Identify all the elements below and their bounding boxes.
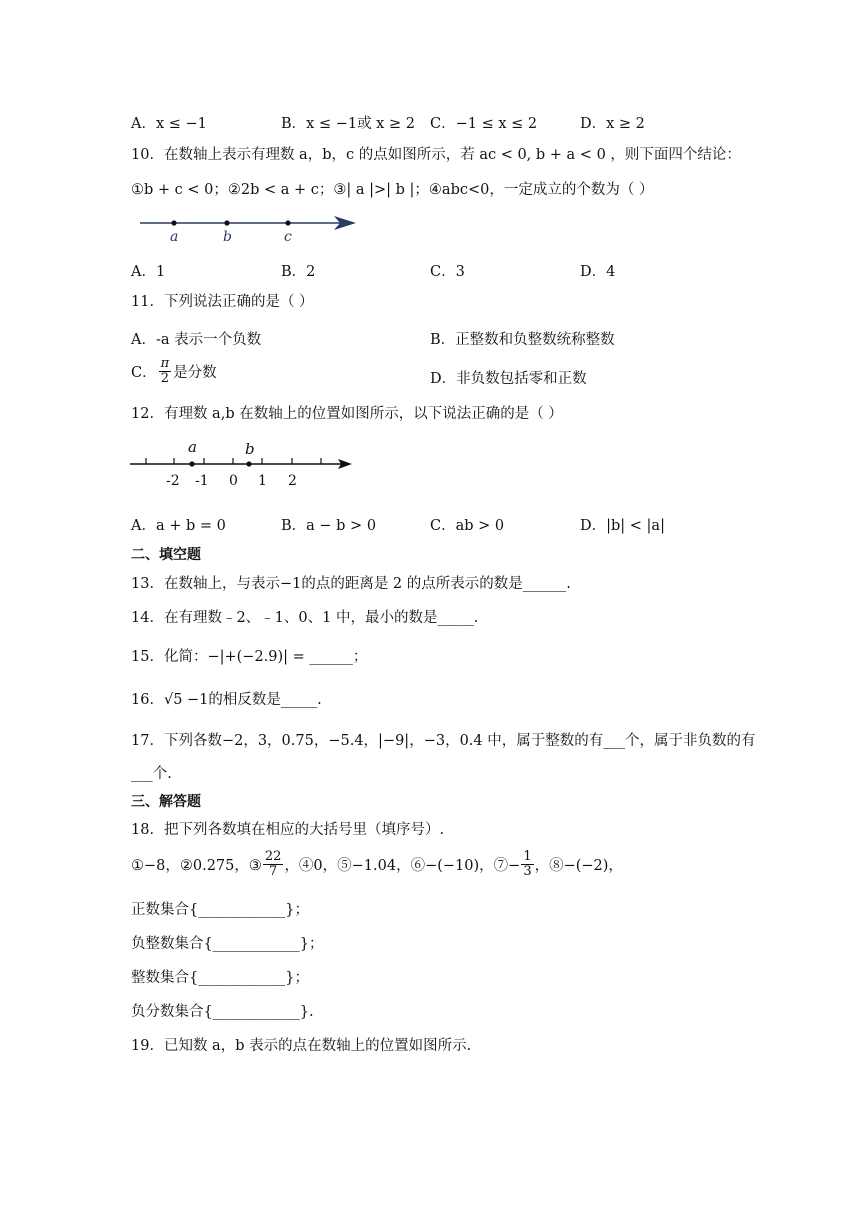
q12-stem: 12．有理数 a,b 在数轴上的位置如图所示，以下说法正确的是（ ） [131,406,563,422]
q14: 14．在有理数﹣2、﹣1、0、1 中，最小的数是_____. [131,610,479,626]
q10-point-b [224,220,229,225]
q10-option-a: A．1 [131,264,166,280]
q11-stem: 11．下列说法正确的是（ ） [131,294,314,310]
q11-option-d: D．非负数包括零和正数 [430,371,587,387]
q10-label-b: b [223,229,232,245]
q11-option-a: A．-a 表示一个负数 [131,332,262,348]
q11-option-c-suffix: 是分数 [173,364,217,381]
q18-negative-integer-set: 负整数集合{____________}； [131,936,324,952]
q12-tick-label: 1 [258,473,267,489]
q12-label-a: a [188,438,197,456]
q11-option-c-prefix: C． [131,364,157,381]
q10-option-c: C．3 [430,264,465,280]
q12-option-a: A．a + b = 0 [131,518,226,534]
q17-line2: ___个. [131,766,172,782]
q12-point-a [189,461,194,466]
q10-point-a [171,220,176,225]
q18-integer-set: 整数集合{____________}； [131,970,309,986]
q11-option-c [131,357,217,385]
q12-tick-label: -2 [166,473,180,489]
q9-option-c: C．−1 ≤ x ≤ 2 [430,116,538,132]
section-fill-in-blank-heading: 二、填空题 [131,547,201,563]
q18-stem: 18．把下列各数填在相应的大括号里（填序号）. [131,822,445,838]
fraction-denominator: 2 [160,370,170,386]
q12-option-c: C．ab > 0 [430,518,505,534]
q18-numbers-part3: ，⑧−(−2)， [534,858,623,875]
q15: 15．化简：−|+(−2.9)| = ______； [131,649,368,665]
q12-tick-label: 0 [229,473,238,489]
q10-option-b: B．2 [281,264,316,280]
fraction-denominator: 7 [269,864,278,880]
q10-point-c [285,220,290,225]
q18-numbers-part1: ①−8，②0.275，③ [131,858,262,875]
fraction-numerator: π [160,356,170,371]
q12-label-b: b [245,440,255,458]
pi-over-2-fraction [159,357,172,385]
q13: 13．在数轴上，与表示−1的点的距离是 2 的点所表示的数是______. [131,576,571,592]
q9-option-b: B．x ≤ −1或 x ≥ 2 [281,116,415,132]
q12-number-line [126,436,358,492]
fraction-22-over-7 [263,850,284,880]
q12-tick-label: 2 [288,473,297,489]
fraction-denominator: 3 [523,864,532,880]
q10-option-d: D．4 [580,264,616,280]
q12-option-b: B．a − b > 0 [281,518,377,534]
q19-stem: 19．已知数 a，b 表示的点在数轴上的位置如图所示. [131,1038,472,1054]
q10-number-line [130,210,370,250]
q17-line1: 17．下列各数−2，3，0.75，−5.4，|−9|，−3，0.4 中，属于整数的有___个，属于非负数的有 [131,733,756,749]
section-answer-heading: 三、解答题 [131,794,201,810]
q10-label-a: a [170,229,179,245]
fraction-numerator: 1 [523,849,532,864]
q18-numbers-list [131,850,623,880]
fraction-numerator: 22 [264,849,282,864]
q12-tick-label: -1 [195,473,209,489]
q18-numbers-part2: ，④0，⑤−1.04，⑥−(−10)，⑦− [284,858,521,875]
q9-option-d: D．x ≥ 2 [580,116,645,132]
q12-point-b [246,461,251,466]
q16: 16．√5 −1的相反数是_____. [131,692,322,708]
q10-stem-line2: ①b + c < 0；②2b < a + c；③| a |>| b |；④abc<0，一定成立的个数为（ ） [131,182,654,198]
q9-option-a: A．x ≤ −1 [131,116,207,132]
q12-ticks [146,458,321,464]
fraction-1-over-3 [521,850,533,880]
q10-label-c: c [284,229,292,245]
q10-stem-line1: 10．在数轴上表示有理数 a，b，c 的点如图所示，若 ac < 0, b + a < 0 ，则下面四个结论： [131,147,741,163]
q18-positive-set: 正数集合{____________}； [131,902,309,918]
q12-option-d: D．|b| < |a| [580,518,665,534]
q18-negative-fraction-set: 负分数集合{____________}. [131,1004,314,1020]
q11-option-b: B．正整数和负整数统称整数 [430,332,615,348]
